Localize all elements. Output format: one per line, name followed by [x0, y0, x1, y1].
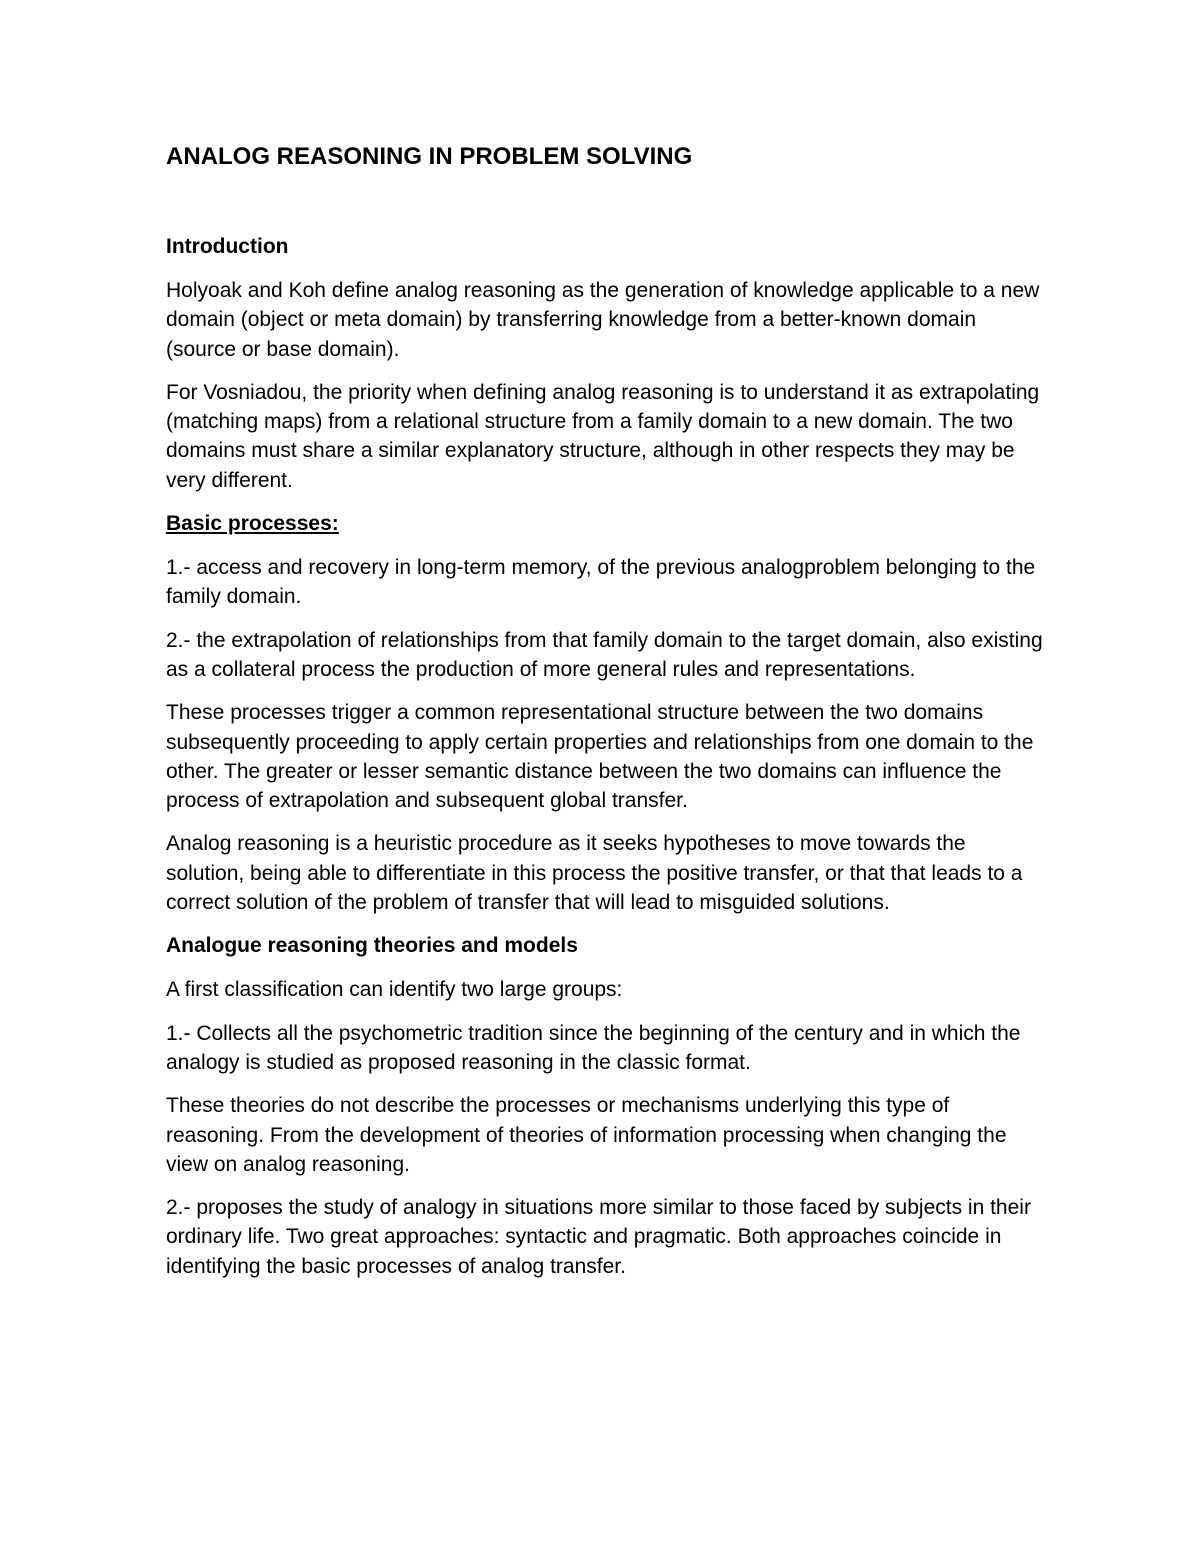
section-heading-basic-processes	[166, 509, 1046, 539]
paragraph: For Vosniadou, the priority when defining analog reasoning is to understand it as extrapolating (matching maps) from a relational structure from a family domain to a new domain. The two domains must share a similar explanatory structure, although in other respects they may be very different.	[166, 380, 1040, 492]
paragraph: These processes trigger a common representational structure between the two domains subsequently proceeding to apply certain properties and relationships from one domain to the other. The greater or lesser semantic distance between the two domains can influence the process of extrapolation and subsequent global transfer.	[166, 701, 1034, 813]
paragraph: 2.- proposes the study of analogy in situations more similar to those faced by subjects in their ordinary life. Two great approaches: syntactic and pragmatic. Both approaches coincide in identifying the basic processes of analog transfer.	[166, 1196, 1031, 1278]
section-heading-theories: Analogue reasoning theories and models	[166, 934, 578, 958]
document-page	[166, 130, 1046, 1295]
paragraph: 2.- the extrapolation of relationships from that family domain to the target domain, also existing as a collateral process the production of more general rules and representations.	[166, 628, 1043, 681]
section-heading-introduction: Introduction	[166, 235, 289, 258]
section-heading-colon: :	[331, 512, 339, 536]
paragraph: 1.- Collects all the psychometric tradition since the beginning of the century and in which the analogy is studied as proposed reasoning in the classic format.	[166, 1021, 1021, 1074]
paragraph: Analog reasoning is a heuristic procedure as it seeks hypotheses to move towards the solution, being able to differentiate in this process the positive transfer, or that that leads to a correct solution of the problem of transfer that will lead to misguided solutions.	[166, 832, 1023, 915]
document-title: ANALOG REASONING IN PROBLEM SOLVING	[166, 143, 693, 170]
paragraph: These theories do not describe the processes or mechanisms underlying this type of reasoning. From the development of theories of information processing when changing the view on analog reasoning.	[166, 1094, 1007, 1176]
section-heading-text: Basic processes	[166, 512, 332, 536]
paragraph: 1.- access and recovery in long-term memory, of the previous analogproblem belonging to the family domain.	[166, 556, 1036, 609]
paragraph: Holyoak and Koh define analog reasoning as the generation of knowledge applicable to a new domain (object or meta domain) by transferring knowledge from a better-known domain (source or base domain).	[166, 279, 1040, 361]
paragraph: A first classification can identify two large groups:	[166, 978, 623, 1002]
